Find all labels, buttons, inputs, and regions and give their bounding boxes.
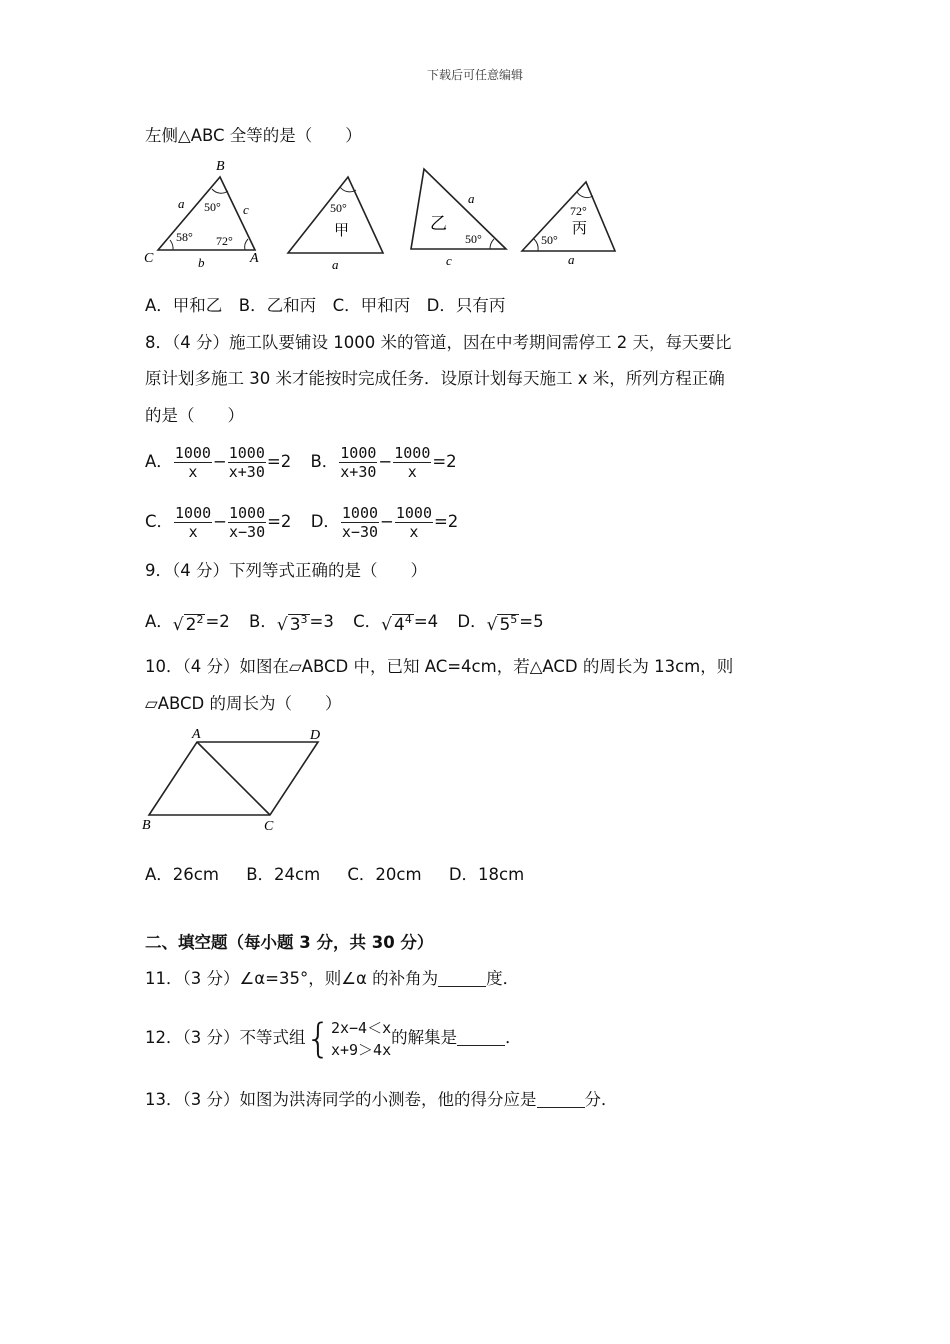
q9-option-d: D．√ $5^5 =5$ — [457, 612, 544, 635]
vertex-c-label: C — [264, 819, 274, 834]
q9-option-b: B．√ $3^3 =3$ — [249, 612, 334, 635]
yi-side-a-label: a — [468, 191, 475, 206]
yi-label: 乙 — [430, 214, 447, 233]
angle-a-label: 72° — [216, 234, 233, 248]
q8-option-b: B． $\frac{1000}{x+30}$ − $\frac{1000}{x}$ =2 — [310, 444, 457, 481]
q10-option-c: C．20cm — [347, 865, 422, 884]
side-b-label: b — [198, 255, 205, 270]
q8-option-a: A． $\frac{1000}{x}$ − $\frac{1000}{x+30}$ =2 — [145, 444, 292, 481]
q8-option-c: C． $\frac{1000}{x}$ − $\frac{1000}{x-30}$ =2 — [145, 504, 292, 541]
vertex-c-label: C — [144, 251, 154, 266]
q8-line-2: 原计划多施工 30 米才能按时完成任务．设原计划每天施工 x 米，所列方程正确 — [145, 369, 725, 388]
q13-answer-blank[interactable] — [537, 1091, 585, 1108]
q9-options — [145, 606, 544, 639]
q12-answer-blank[interactable] — [457, 1029, 505, 1046]
q8-line-1: 8．（4 分）施工队要铺设 1000 米的管道，因在中考期间需停工 2 天，每天要比 — [145, 333, 732, 352]
q9-stem: 9．（4 分）下列等式正确的是（ ） — [145, 561, 427, 580]
yi-side-c-label: c — [446, 253, 452, 268]
q10-option-b: B．24cm — [246, 865, 321, 884]
q7-options: A．甲和乙 B．乙和丙 C．甲和丙 D．只有丙 — [145, 296, 506, 315]
q12-brace: { — [305, 1015, 331, 1062]
q9-option-a: A．√ $2^2 =2$ — [145, 612, 230, 635]
q13: 13．（3 分）如图为洪涛同学的小测卷，他的得分应是 分． — [145, 1090, 618, 1109]
q10-line-1: 10．（4 分）如图在▱ABCD 中，已知 AC=4cm，若△ACD 的周长为 13cm，则 — [145, 657, 734, 676]
q8-line-3: 的是（ ） — [145, 406, 244, 425]
q10-parallelogram-figure — [140, 722, 340, 837]
angle-c-label: 58° — [176, 230, 193, 244]
q8-options-row-2 — [145, 502, 458, 542]
bing-left-angle-label: 50° — [541, 233, 558, 247]
q10-option-a: A．26cm — [145, 865, 219, 884]
q9-option-c: C．√ $4^4 =4$ — [353, 612, 439, 635]
side-c-label: c — [243, 202, 249, 217]
vertex-b-label: B — [216, 159, 225, 174]
bing-side-label: a — [568, 252, 575, 267]
q7-stem: 左侧△ABC 全等的是（ ） — [145, 126, 362, 145]
q12: 12．（3 分）不等式组{ 2x−4＜x x+9＞4x 的解集是 ． — [145, 1015, 522, 1062]
angle-b-label: 50° — [204, 200, 221, 214]
vertex-d-label: D — [310, 728, 321, 743]
section-2-heading: 二、填空题（每小题 3 分，共 30 分） — [145, 933, 434, 952]
yi-angle-label: 50° — [465, 232, 482, 246]
q12-system: 2x−4＜x x+9＞4x — [330, 1018, 392, 1059]
q11-answer-blank[interactable] — [438, 970, 486, 987]
q10-options — [145, 865, 524, 885]
q7-triangles-figure — [140, 155, 620, 275]
page-header: 下载后可任意编辑 — [426, 68, 523, 82]
jia-angle-label: 50° — [330, 201, 347, 215]
vertex-b-label: B — [142, 818, 151, 833]
jia-label: 甲 — [334, 223, 350, 239]
q8-option-d: D． $\frac{1000}{x-30}$ − $\frac{1000}{x}$ =2 — [310, 504, 459, 541]
side-a-label: a — [178, 196, 185, 211]
vertex-a-label: A — [192, 727, 201, 742]
q11: 11．（3 分）∠α=35°，则∠α 的补角为 度． — [145, 969, 520, 988]
bing-top-angle-label: 72° — [570, 204, 587, 218]
q10-option-d: D．18cm — [448, 865, 525, 884]
bing-label: 丙 — [572, 221, 588, 237]
jia-side-label: a — [332, 257, 339, 272]
vertex-a-label: A — [250, 251, 259, 266]
q8-options-row-1 — [145, 442, 457, 482]
q10-line-2: ▱ABCD 的周长为（ ） — [145, 694, 342, 713]
